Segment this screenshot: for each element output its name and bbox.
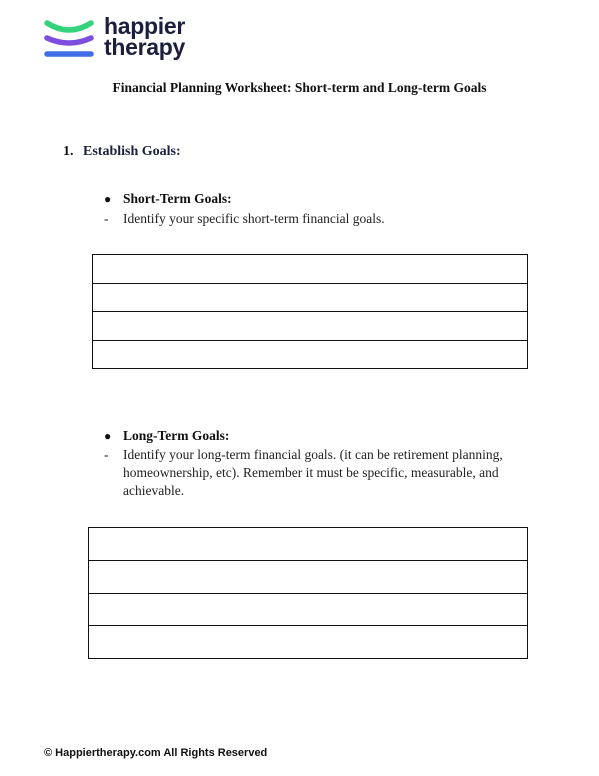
section-number: 1. (63, 144, 74, 159)
long-term-answer-table (88, 527, 528, 659)
section-heading (63, 144, 181, 160)
long-term-desc-line: achievable. (123, 483, 185, 498)
long-term-heading (104, 428, 229, 444)
short-term-title: Short-Term Goals: (123, 191, 232, 206)
bullet-icon: ● (104, 192, 112, 206)
copyright-footer: © Happiertherapy.com All Rights Reserved (44, 747, 268, 759)
short-term-answer-table (92, 254, 528, 369)
long-term-desc-line: homeownership, etc). Remember it must be specific, measurable, and (123, 465, 499, 480)
bullet-icon: ● (104, 429, 112, 443)
long-term-instruction (104, 446, 544, 502)
short-term-answer-row[interactable] (93, 255, 527, 284)
brand-logo (44, 13, 224, 62)
long-term-title: Long-Term Goals: (123, 428, 230, 443)
short-term-answer-row[interactable] (93, 312, 527, 341)
short-term-answer-row[interactable] (93, 341, 527, 369)
dash-marker: - (104, 447, 109, 462)
long-term-desc-line: Identify your long-term financial goals. (it can be retirement planning, (123, 447, 503, 462)
short-term-instruction (104, 210, 524, 228)
document-title: Financial Planning Worksheet: Short-term and Long-term Goals (112, 80, 487, 95)
logo-wordmark (104, 13, 185, 60)
dash-marker: - (104, 211, 109, 226)
long-term-answer-row[interactable] (89, 561, 527, 594)
logo-line-1: happier (104, 13, 185, 39)
short-term-desc: Identify your specific short-term financial goals. (123, 211, 385, 226)
long-term-answer-row[interactable] (89, 626, 527, 658)
long-term-answer-row[interactable] (89, 528, 527, 561)
long-term-desc (123, 446, 503, 500)
logo-line-2: therapy (104, 34, 185, 60)
short-term-answer-row[interactable] (93, 284, 527, 313)
short-term-heading (104, 191, 232, 207)
long-term-answer-row[interactable] (89, 594, 527, 627)
section-title: Establish Goals: (83, 144, 181, 159)
logo-waves-icon (44, 18, 94, 60)
